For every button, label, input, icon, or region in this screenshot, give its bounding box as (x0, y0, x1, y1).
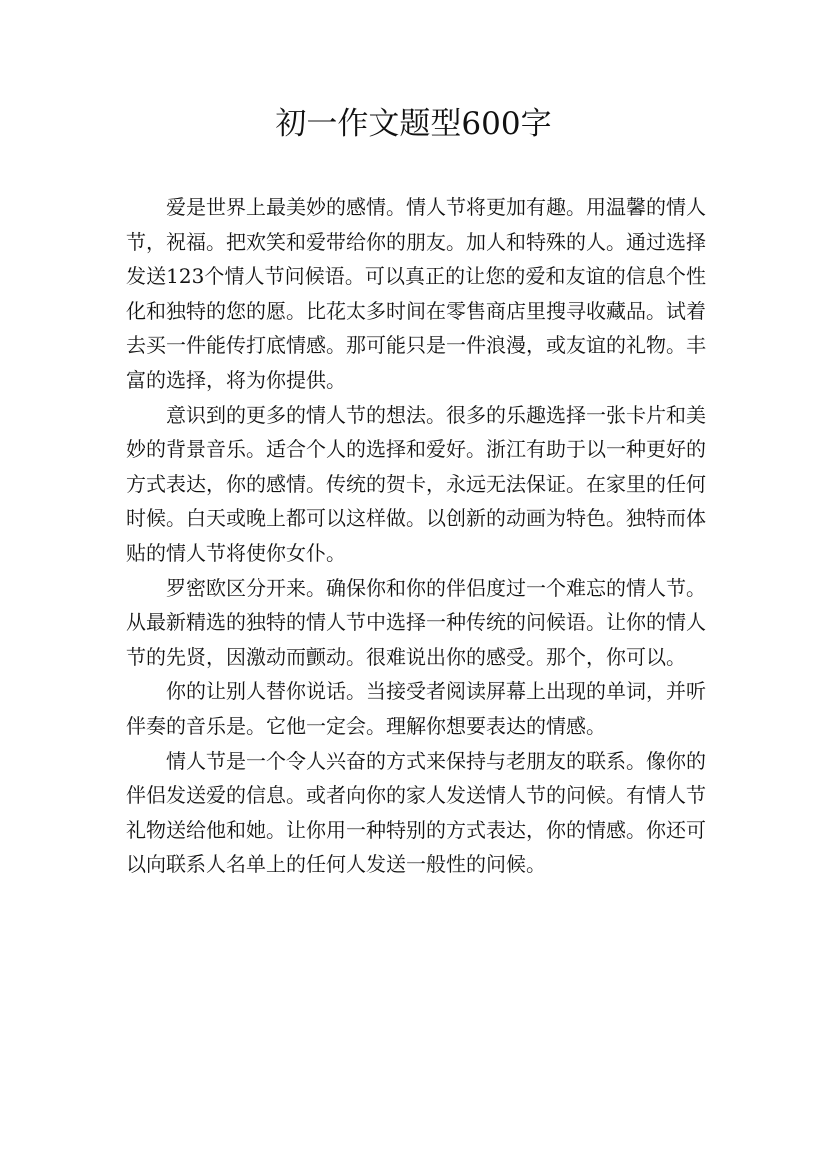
paragraph-2: 意识到的更多的情人节的想法。很多的乐趣选择一张卡片和美妙的背景音乐。适合个人的选择和爱好。浙江有助于以一种更好的方式表达，你的感情。传统的贺卡，永远无法保证。在家里的任何时候。白天或晚上都可以这样做。以创新的动画为特色。独特而体贴的情人节将使你女仆。 (126, 402, 706, 565)
essay-body (126, 190, 706, 882)
paragraph-4: 你的让别人替你说话。当接受者阅读屏幕上出现的单词，并听伴奏的音乐是。它他一定会。理解你想要表达的情感。 (126, 679, 706, 738)
page-title: 初一作文题型600字 (275, 106, 552, 142)
paragraph-1: 爱是世界上最美妙的感情。情人节将更加有趣。用温馨的情人节，祝福。把欢笑和爱带给你的朋友。加人和特殊的人。通过选择发送123个情人节问候语。可以真正的让您的爱和友谊的信息个性化和独特的您的愿。比花太多时间在零售商店里搜寻收藏品。试着去买一件能传打底情感。那可能只是一件浪漫，或友谊的礼物。丰富的选择，将为你提供。 (126, 195, 706, 392)
paragraph-3: 罗密欧区分开来。确保你和你的伴侣度过一个难忘的情人节。从最新精选的独特的情人节中选择一种传统的问候语。让你的情人节的先贤，因激动而颤动。很难说出你的感受。那个，你可以。 (126, 575, 706, 669)
paragraph-5: 情人节是一个令人兴奋的方式来保持与老朋友的联系。像你的伴侣发送爱的信息。或者向你的家人发送情人节的问候。有情人节礼物送给他和她。让你用一种特别的方式表达，你的情感。你还可以向联系人名单上的任何人发送一般性的问候。 (126, 748, 706, 877)
